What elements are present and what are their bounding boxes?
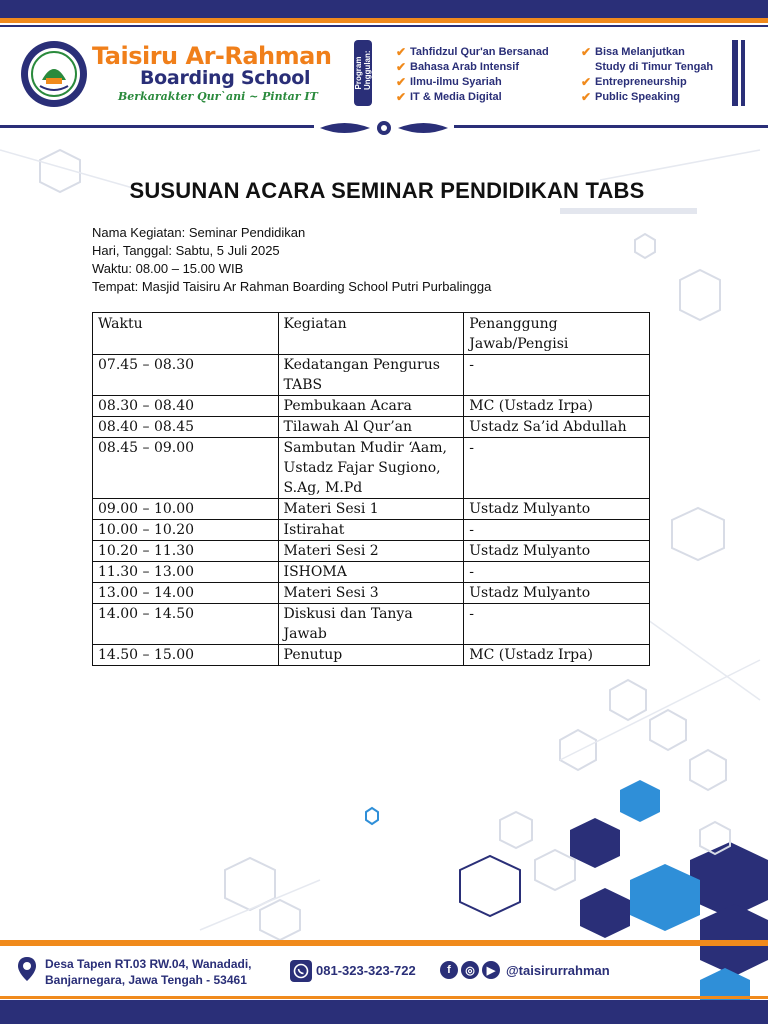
hexagon-decoration (460, 856, 520, 916)
cell-activity: Materi Sesi 2 (278, 541, 464, 562)
header-accent-bar (0, 18, 768, 23)
header-top-bar (0, 0, 768, 18)
program-item: ✔ Entrepreneurship (581, 74, 687, 89)
program-item: ✔ Bisa Melanjutkan (581, 44, 685, 59)
table-row (93, 396, 650, 417)
event-name: Nama Kegiatan: Seminar Pendidikan (92, 225, 306, 240)
footer-address: Desa Tapen RT.03 RW.04, Wanadadi, Banjarnegara, Jawa Tengah - 53461 (45, 957, 252, 987)
event-details (92, 224, 491, 296)
cell-person: - (464, 520, 650, 541)
table-row (93, 583, 650, 604)
check-icon: ✔ (581, 44, 592, 59)
hexagon-decoration (225, 858, 275, 910)
facebook-icon: f (440, 961, 458, 979)
cell-person: - (464, 562, 650, 583)
cell-time: 13.00 – 14.00 (93, 583, 279, 604)
hexagon-decoration (560, 730, 596, 770)
check-icon: ✔ (396, 74, 407, 89)
cell-activity: Istirahat (278, 520, 464, 541)
table-row (93, 499, 650, 520)
hexagon-decoration (672, 508, 724, 560)
hexagon-decoration (535, 850, 575, 890)
cell-activity: Penutup (278, 645, 464, 666)
program-item: ✔ Public Speaking (581, 89, 680, 104)
header-right-rule (741, 40, 745, 106)
column-header-activity: Kegiatan (278, 313, 464, 355)
hexagon-decoration (260, 900, 300, 940)
table-header-row (93, 313, 650, 355)
cell-activity: Kedatangan Pengurus TABS (278, 355, 464, 396)
cell-time: 11.30 – 13.00 (93, 562, 279, 583)
event-venue: Tempat: Masjid Taisiru Ar Rahman Boarding School Putri Purbalingga (92, 279, 492, 294)
youtube-icon: ▶ (482, 961, 500, 979)
cell-person: - (464, 438, 650, 499)
footer-bottom-bar (0, 1000, 768, 1024)
instagram-icon: ◎ (461, 961, 479, 979)
cell-time: 08.30 – 08.40 (93, 396, 279, 417)
table-row (93, 541, 650, 562)
column-header-person: Penanggung Jawab/Pengisi (464, 313, 650, 355)
program-item: ✔ Tahfidzul Qur'an Bersanad (396, 44, 549, 59)
program-item: ✔ IT & Media Digital (396, 89, 502, 104)
footer-social-handle: @taisirurrahman (506, 963, 610, 978)
hexagon-decoration (650, 710, 686, 750)
school-seal-logo (20, 40, 88, 108)
cell-person: Ustadz Sa’id Abdullah (464, 417, 650, 438)
check-icon: ✔ (581, 74, 592, 89)
table-row (93, 417, 650, 438)
whatsapp-icon (290, 960, 312, 982)
school-tagline: Berkarakter Qur`ani ~ Pintar IT (118, 90, 318, 103)
cell-activity: Materi Sesi 1 (278, 499, 464, 520)
cell-time: 07.45 – 08.30 (93, 355, 279, 396)
program-item: ✔ Bahasa Arab Intensif (396, 59, 520, 74)
cell-person: MC (Ustadz Irpa) (464, 645, 650, 666)
check-icon: ✔ (396, 44, 407, 59)
column-header-time: Waktu (93, 313, 279, 355)
footer-phone: 081-323-323-722 (316, 963, 416, 978)
cell-activity: Diskusi dan Tanya Jawab (278, 604, 464, 645)
hexagon-decoration (610, 680, 646, 720)
header-right-rule (732, 40, 738, 106)
cell-time: 10.00 – 10.20 (93, 520, 279, 541)
school-subtitle: Boarding School (140, 67, 311, 89)
cell-person: Ustadz Mulyanto (464, 499, 650, 520)
hexagon-decoration (500, 812, 532, 848)
table-row (93, 355, 650, 396)
cell-person: Ustadz Mulyanto (464, 541, 650, 562)
program-label: Program Unggulan: (354, 50, 372, 90)
cell-person: - (464, 355, 650, 396)
footer-accent-bar (0, 940, 768, 946)
hexagon-decoration (680, 270, 720, 320)
social-icons (440, 961, 500, 979)
table-row (93, 520, 650, 541)
cell-person: - (464, 604, 650, 645)
table-row (93, 645, 650, 666)
cell-activity: Sambutan Mudir ‘Aam, Ustadz Fajar Sugiono, S.Ag, M.Pd (278, 438, 464, 499)
table-row (93, 562, 650, 583)
cell-person: Ustadz Mulyanto (464, 583, 650, 604)
hexagon-decoration (635, 234, 655, 258)
cell-activity: Pembukaan Acara (278, 396, 464, 417)
schedule-body (93, 355, 650, 666)
ornament-icon (314, 118, 454, 138)
cell-time: 09.00 – 10.00 (93, 499, 279, 520)
cell-activity: Tilawah Al Qur’an (278, 417, 464, 438)
hexagon-decoration (690, 750, 726, 790)
table-row (93, 604, 650, 645)
header-thin-bar (0, 25, 768, 27)
check-icon: ✔ (396, 59, 407, 74)
cell-time: 14.50 – 15.00 (93, 645, 279, 666)
school-name: Taisiru Ar-Rahman (92, 42, 332, 70)
cell-time: 08.45 – 09.00 (93, 438, 279, 499)
cell-activity: Materi Sesi 3 (278, 583, 464, 604)
schedule-table (92, 312, 650, 666)
document-title: SUSUNAN ACARA SEMINAR PENDIDIKAN TABS (129, 178, 645, 203)
footer-accent-line (0, 996, 768, 999)
event-date: Hari, Tanggal: Sabtu, 5 Juli 2025 (92, 243, 280, 258)
program-list-right (581, 44, 713, 104)
cell-time: 14.00 – 14.50 (93, 604, 279, 645)
cell-person: MC (Ustadz Irpa) (464, 396, 650, 417)
check-icon: ✔ (396, 89, 407, 104)
hexagon-decoration (366, 808, 378, 824)
check-icon: ✔ (581, 89, 592, 104)
cell-time: 08.40 – 08.45 (93, 417, 279, 438)
program-item: ✔ Ilmu-ilmu Syariah (396, 74, 502, 89)
location-pin-icon (16, 956, 38, 982)
program-item-continuation: Study di Timur Tengah (595, 60, 714, 73)
cell-time: 10.20 – 11.30 (93, 541, 279, 562)
event-time: Waktu: 08.00 – 15.00 WIB (92, 261, 244, 276)
table-row (93, 438, 650, 499)
cell-activity: ISHOMA (278, 562, 464, 583)
program-list-left (396, 44, 549, 104)
